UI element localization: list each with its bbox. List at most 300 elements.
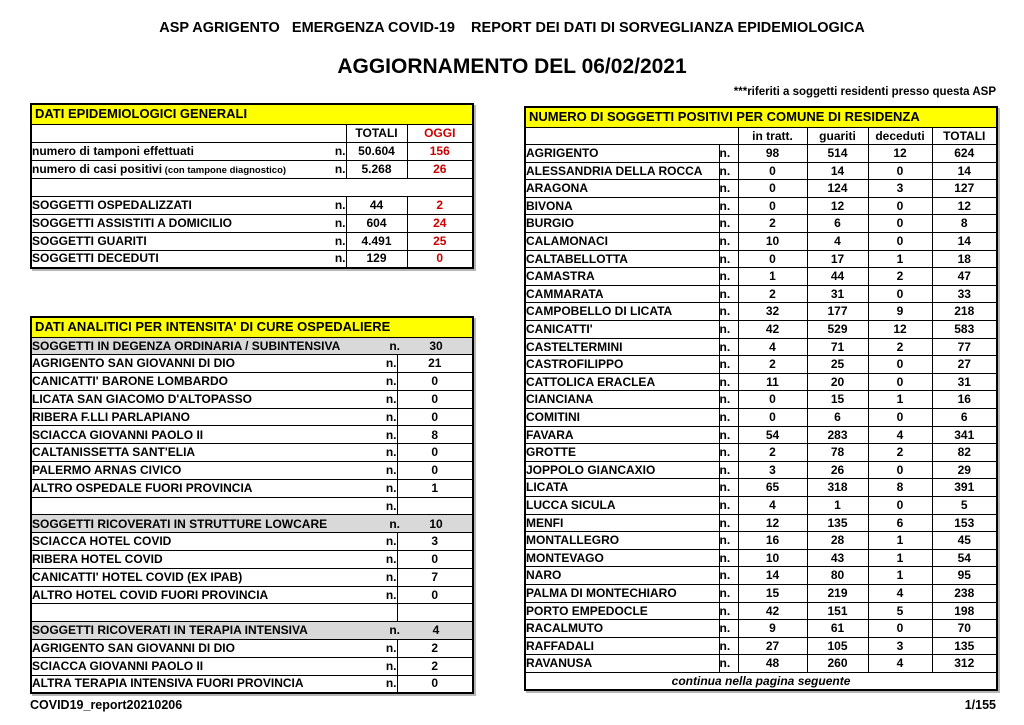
- page-number: 1/155: [964, 698, 996, 712]
- comune-name-cell: MENFI: [525, 514, 719, 532]
- row-label-cell: [31, 214, 346, 232]
- hospital-table-body: [31, 317, 473, 693]
- value-cell: 0: [397, 462, 473, 480]
- comune-row: [525, 303, 997, 321]
- row-label-cell: [31, 497, 397, 515]
- row-label-cell: [31, 657, 397, 675]
- comune-name-cell: MONTALLEGRO: [525, 532, 719, 550]
- in-tratt-value-cell: 4: [738, 496, 807, 514]
- totali-value-cell: 153: [932, 514, 997, 532]
- guariti-value-cell: 78: [807, 444, 868, 462]
- totali-value-cell: 135: [932, 637, 997, 655]
- comune-row: [525, 549, 997, 567]
- row-label: CANICATTI' BARONE LOMBARDO: [32, 374, 228, 389]
- subtotal-row: [31, 337, 473, 355]
- deceduti-value-cell: 2: [868, 268, 932, 286]
- comune-row: [525, 338, 997, 356]
- column-header-guariti: guariti: [807, 127, 868, 145]
- value-cell: 21: [397, 355, 473, 373]
- row-label: RIBERA F.LLI PARLAPIANO: [32, 409, 190, 424]
- in-tratt-value-cell: 0: [738, 409, 807, 427]
- n-abbrev: n.: [385, 463, 397, 478]
- deceduti-value-cell: 4: [868, 426, 932, 444]
- n-abbrev-cell: n.: [719, 549, 738, 567]
- guariti-value-cell: 105: [807, 637, 868, 655]
- general-data-row: [31, 196, 473, 214]
- n-abbrev-cell: n.: [719, 584, 738, 602]
- in-tratt-value-cell: 0: [738, 162, 807, 180]
- general-table-header-row: [31, 124, 473, 142]
- in-tratt-value-cell: 48: [738, 655, 807, 673]
- row-label: PALERMO ARNAS CIVICO: [32, 463, 182, 478]
- row-label: SOGGETTI ASSISTITI A DOMICILIO: [32, 215, 233, 230]
- row-label: CALTANISSETTA SANT'ELIA: [32, 445, 196, 460]
- value-cell: 0: [397, 675, 473, 693]
- in-tratt-value-cell: 16: [738, 532, 807, 550]
- deceduti-value-cell: 8: [868, 479, 932, 497]
- row-label-cell: [31, 586, 397, 604]
- deceduti-value-cell: 0: [868, 496, 932, 514]
- guariti-value-cell: 31: [807, 285, 868, 303]
- in-tratt-value-cell: 14: [738, 567, 807, 585]
- row-label: SCIACCA HOTEL COVID: [32, 534, 172, 549]
- oggi-value-cell: 24: [407, 214, 473, 232]
- deceduti-value-cell: 0: [868, 373, 932, 391]
- oggi-value-cell: 25: [407, 232, 473, 250]
- comune-name-cell: RAFFADALI: [525, 637, 719, 655]
- totali-value-cell: 5.268: [346, 160, 407, 178]
- totali-value-cell: 583: [932, 321, 997, 339]
- comune-name-cell: JOPPOLO GIANCAXIO: [525, 461, 719, 479]
- n-abbrev-cell: n.: [719, 426, 738, 444]
- general-data-row: [31, 160, 473, 178]
- row-label-cell: [31, 390, 397, 408]
- totali-value-cell: 82: [932, 444, 997, 462]
- totali-value-cell: 44: [346, 196, 407, 214]
- value-cell: 0: [397, 390, 473, 408]
- comune-row: [525, 496, 997, 514]
- row-label: ALTRO HOTEL COVID FUORI PROVINCIA: [32, 587, 269, 602]
- comune-name-cell: CIANCIANA: [525, 391, 719, 409]
- n-abbrev-cell: n.: [719, 250, 738, 268]
- row-label-cell: [31, 373, 397, 391]
- comune-name-cell: PALMA DI MONTECHIARO: [525, 584, 719, 602]
- guariti-value-cell: 177: [807, 303, 868, 321]
- comuni-header-empty-cell: [525, 127, 738, 145]
- comune-name-cell: LICATA: [525, 479, 719, 497]
- comuni-table-title: NUMERO DI SOGGETTI POSITIVI PER COMUNE DI RESIDENZA: [525, 107, 997, 127]
- row-label: RIBERA HOTEL COVID: [32, 552, 163, 567]
- in-tratt-value-cell: 11: [738, 373, 807, 391]
- n-abbrev-cell: n.: [719, 303, 738, 321]
- comune-name-cell: LUCCA SICULA: [525, 496, 719, 514]
- guariti-value-cell: 260: [807, 655, 868, 673]
- hospital-data-row: [31, 408, 473, 426]
- comune-name-cell: GROTTE: [525, 444, 719, 462]
- n-abbrev-cell: n.: [719, 321, 738, 339]
- n-abbrev: n.: [389, 338, 400, 353]
- in-tratt-value-cell: 10: [738, 233, 807, 251]
- hospital-data-row: [31, 479, 473, 497]
- n-abbrev: n.: [334, 251, 346, 266]
- in-tratt-value-cell: 65: [738, 479, 807, 497]
- deceduti-value-cell: 5: [868, 602, 932, 620]
- continua-note: continua nella pagina seguente: [525, 672, 997, 690]
- n-abbrev-cell: n.: [719, 620, 738, 638]
- comune-row: [525, 620, 997, 638]
- guariti-value-cell: 151: [807, 602, 868, 620]
- totali-value-cell: 238: [932, 584, 997, 602]
- totali-value-cell: 16: [932, 391, 997, 409]
- row-label-cell: [31, 142, 346, 160]
- value-cell: [397, 497, 473, 515]
- row-label: SOGGETTI DECEDUTI: [32, 251, 159, 266]
- row-label-cell: [31, 479, 397, 497]
- row-label-cell: [31, 355, 397, 373]
- subtotal-value: 10: [429, 516, 443, 531]
- row-label: numero di casi positivi: [32, 161, 163, 176]
- comune-name-cell: CALTABELLOTTA: [525, 250, 719, 268]
- comune-row: [525, 426, 997, 444]
- subtotal-row: [31, 622, 473, 640]
- row-label: SCIACCA GIOVANNI PAOLO II: [32, 658, 204, 673]
- oggi-value-cell: 156: [407, 142, 473, 160]
- n-abbrev-cell: n.: [719, 162, 738, 180]
- deceduti-value-cell: 6: [868, 514, 932, 532]
- deceduti-value-cell: 0: [868, 356, 932, 374]
- n-abbrev: n.: [385, 569, 397, 584]
- n-abbrev: n.: [385, 552, 397, 567]
- comune-row: [525, 514, 997, 532]
- comune-name-cell: CASTROFILIPPO: [525, 356, 719, 374]
- column-header-in-tratt: in tratt.: [738, 127, 807, 145]
- n-abbrev: n.: [385, 587, 397, 602]
- guariti-value-cell: 219: [807, 584, 868, 602]
- totali-value-cell: 12: [932, 197, 997, 215]
- in-tratt-value-cell: 54: [738, 426, 807, 444]
- guariti-value-cell: 71: [807, 338, 868, 356]
- totali-value-cell: 14: [932, 233, 997, 251]
- column-header-totali: TOTALI: [932, 127, 997, 145]
- in-tratt-value-cell: 2: [738, 285, 807, 303]
- deceduti-value-cell: 1: [868, 549, 932, 567]
- row-label: ALTRA TERAPIA INTENSIVA FUORI PROVINCIA: [32, 676, 304, 691]
- in-tratt-value-cell: 2: [738, 444, 807, 462]
- deceduti-value-cell: 9: [868, 303, 932, 321]
- n-abbrev-cell: n.: [719, 461, 738, 479]
- in-tratt-value-cell: 1: [738, 268, 807, 286]
- hospital-data-row: [31, 426, 473, 444]
- totali-value-cell: 198: [932, 602, 997, 620]
- comune-row: [525, 285, 997, 303]
- row-label-cell: [31, 426, 397, 444]
- oggi-value-cell: 2: [407, 196, 473, 214]
- comune-row: [525, 391, 997, 409]
- row-label-cell: [31, 462, 397, 480]
- guariti-value-cell: 4: [807, 233, 868, 251]
- value-cell: 0: [397, 551, 473, 569]
- deceduti-value-cell: 0: [868, 162, 932, 180]
- value-cell: [397, 604, 473, 622]
- comuni-positives-table: [524, 106, 998, 691]
- totali-value-cell: 129: [346, 250, 407, 268]
- totali-value-cell: 341: [932, 426, 997, 444]
- hospital-data-row: [31, 462, 473, 480]
- n-abbrev: n.: [385, 409, 397, 424]
- guariti-value-cell: 44: [807, 268, 868, 286]
- totali-value-cell: 95: [932, 567, 997, 585]
- in-tratt-value-cell: 3: [738, 461, 807, 479]
- value-cell: 1: [397, 479, 473, 497]
- guariti-value-cell: 12: [807, 197, 868, 215]
- hospital-data-row: [31, 551, 473, 569]
- in-tratt-value-cell: 2: [738, 215, 807, 233]
- comune-row: [525, 180, 997, 198]
- deceduti-value-cell: 2: [868, 338, 932, 356]
- in-tratt-value-cell: 10: [738, 549, 807, 567]
- value-cell: 8: [397, 426, 473, 444]
- row-label-cell: [31, 232, 346, 250]
- in-tratt-value-cell: 9: [738, 620, 807, 638]
- n-abbrev: n.: [334, 161, 346, 176]
- guariti-value-cell: 1: [807, 496, 868, 514]
- hospital-data-row: [31, 390, 473, 408]
- n-abbrev: n.: [385, 427, 397, 442]
- in-tratt-value-cell: 4: [738, 338, 807, 356]
- comune-row: [525, 215, 997, 233]
- totali-value-cell: 604: [346, 214, 407, 232]
- comune-name-cell: CATTOLICA ERACLEA: [525, 373, 719, 391]
- comune-name-cell: AGRIGENTO: [525, 145, 719, 163]
- comune-name-cell: CAMPOBELLO DI LICATA: [525, 303, 719, 321]
- in-tratt-value-cell: 12: [738, 514, 807, 532]
- in-tratt-value-cell: 32: [738, 303, 807, 321]
- general-data-row: [31, 250, 473, 268]
- deceduti-value-cell: 1: [868, 532, 932, 550]
- comune-name-cell: CASTELTERMINI: [525, 338, 719, 356]
- n-abbrev-cell: n.: [719, 496, 738, 514]
- comuni-table-header-row: [525, 127, 997, 145]
- hospital-data-row: [31, 568, 473, 586]
- comune-row: [525, 444, 997, 462]
- deceduti-value-cell: 0: [868, 215, 932, 233]
- comune-row: [525, 409, 997, 427]
- oggi-column-header: OGGI: [407, 124, 473, 142]
- general-table-body: [31, 104, 473, 268]
- totali-value-cell: 6: [932, 409, 997, 427]
- comune-row: [525, 602, 997, 620]
- comune-row: [525, 233, 997, 251]
- deceduti-value-cell: 0: [868, 461, 932, 479]
- deceduti-value-cell: 12: [868, 145, 932, 163]
- comune-name-cell: MONTEVAGO: [525, 549, 719, 567]
- subtotal-label: SOGGETTI IN DEGENZA ORDINARIA / SUBINTENSIVA: [32, 338, 341, 353]
- totali-value-cell: 70: [932, 620, 997, 638]
- comune-name-cell: CALAMONACI: [525, 233, 719, 251]
- guariti-value-cell: 14: [807, 162, 868, 180]
- row-label: SOGGETTI OSPEDALIZZATI: [32, 197, 192, 212]
- n-abbrev: n.: [385, 374, 397, 389]
- row-label-cell: [31, 604, 397, 622]
- comune-name-cell: RACALMUTO: [525, 620, 719, 638]
- guariti-value-cell: 26: [807, 461, 868, 479]
- row-label: CANICATTI' HOTEL COVID (EX IPAB): [32, 569, 243, 584]
- comune-row: [525, 145, 997, 163]
- n-abbrev-cell: n.: [719, 285, 738, 303]
- row-label: SCIACCA GIOVANNI PAOLO II: [32, 427, 204, 442]
- deceduti-value-cell: 3: [868, 180, 932, 198]
- comune-row: [525, 321, 997, 339]
- blank-row: [31, 178, 473, 196]
- guariti-value-cell: 28: [807, 532, 868, 550]
- n-abbrev-cell: n.: [719, 180, 738, 198]
- n-abbrev-cell: n.: [719, 532, 738, 550]
- blank-cell: [31, 178, 473, 196]
- totali-value-cell: 31: [932, 373, 997, 391]
- n-abbrev: n.: [385, 641, 397, 656]
- row-label-cell: [31, 160, 346, 178]
- in-tratt-value-cell: 0: [738, 391, 807, 409]
- comune-row: [525, 197, 997, 215]
- n-abbrev: n.: [389, 623, 400, 638]
- general-table-title-row: [31, 104, 473, 124]
- general-data-table: [30, 103, 474, 269]
- totali-value-cell: 127: [932, 180, 997, 198]
- n-abbrev-cell: n.: [719, 373, 738, 391]
- in-tratt-value-cell: 15: [738, 584, 807, 602]
- report-filename: COVID19_report20210206: [30, 698, 183, 712]
- comune-row: [525, 655, 997, 673]
- n-abbrev-cell: n.: [719, 356, 738, 374]
- hospital-care-table: [30, 316, 474, 694]
- comuni-table-title-row: [525, 107, 997, 127]
- totali-value-cell: 29: [932, 461, 997, 479]
- deceduti-value-cell: 2: [868, 444, 932, 462]
- comune-name-cell: NARO: [525, 567, 719, 585]
- n-abbrev: n.: [334, 233, 346, 248]
- n-abbrev-cell: n.: [719, 268, 738, 286]
- oggi-value-cell: 26: [407, 160, 473, 178]
- totali-value-cell: 50.604: [346, 142, 407, 160]
- in-tratt-value-cell: 42: [738, 602, 807, 620]
- totali-column-header: TOTALI: [346, 124, 407, 142]
- row-label-cell: [31, 250, 346, 268]
- subtotal-label: SOGGETTI RICOVERATI IN TERAPIA INTENSIVA: [32, 623, 308, 638]
- general-table-title: DATI EPIDEMIOLOGICI GENERALI: [31, 104, 473, 124]
- value-cell: 2: [397, 657, 473, 675]
- totali-value-cell: 312: [932, 655, 997, 673]
- value-cell: 0: [397, 444, 473, 462]
- n-abbrev-cell: n.: [719, 145, 738, 163]
- general-header-empty-cell: [31, 124, 346, 142]
- document-title: ASP AGRIGENTO EMERGENZA COVID-19 REPORT DEI DATI DI SORVEGLIANZA EPIDEMIOLOGICA: [159, 20, 865, 36]
- hospital-data-row: [31, 533, 473, 551]
- n-abbrev: n.: [385, 498, 397, 513]
- row-label-cell: [31, 444, 397, 462]
- totali-value-cell: 54: [932, 549, 997, 567]
- value-cell: 0: [397, 408, 473, 426]
- n-abbrev: n.: [385, 391, 397, 406]
- n-abbrev-cell: n.: [719, 567, 738, 585]
- n-abbrev: n.: [334, 143, 346, 158]
- guariti-value-cell: 6: [807, 409, 868, 427]
- n-abbrev-cell: n.: [719, 409, 738, 427]
- hospital-data-row: [31, 675, 473, 693]
- guariti-value-cell: 15: [807, 391, 868, 409]
- comune-row: [525, 250, 997, 268]
- n-abbrev: n.: [389, 516, 400, 531]
- totali-value-cell: 4.491: [346, 232, 407, 250]
- hospital-data-row: [31, 640, 473, 658]
- hospital-table-title-row: [31, 317, 473, 337]
- blank-row: [31, 497, 473, 515]
- row-label-cell: [31, 551, 397, 569]
- n-abbrev-cell: n.: [719, 479, 738, 497]
- n-abbrev-cell: n.: [719, 391, 738, 409]
- comune-row: [525, 567, 997, 585]
- value-cell: 2: [397, 640, 473, 658]
- totali-value-cell: 624: [932, 145, 997, 163]
- guariti-value-cell: 124: [807, 180, 868, 198]
- deceduti-value-cell: 0: [868, 197, 932, 215]
- comune-name-cell: BURGIO: [525, 215, 719, 233]
- comune-name-cell: CAMMARATA: [525, 285, 719, 303]
- guariti-value-cell: 318: [807, 479, 868, 497]
- totali-value-cell: 391: [932, 479, 997, 497]
- comuni-table-body: [525, 107, 997, 690]
- totali-value-cell: 47: [932, 268, 997, 286]
- in-tratt-value-cell: 98: [738, 145, 807, 163]
- guariti-value-cell: 25: [807, 356, 868, 374]
- comune-name-cell: BIVONA: [525, 197, 719, 215]
- subtotal-cell: [31, 515, 473, 533]
- totali-value-cell: 18: [932, 250, 997, 268]
- subtotal-cell: [31, 622, 473, 640]
- subtotal-cell: [31, 337, 473, 355]
- n-abbrev-cell: n.: [719, 444, 738, 462]
- totali-value-cell: 5: [932, 496, 997, 514]
- guariti-value-cell: 80: [807, 567, 868, 585]
- hospital-table-title: DATI ANALITICI PER INTENSITA' DI CURE OSPEDALIERE: [31, 317, 473, 337]
- subtotal-value: 30: [429, 338, 443, 353]
- column-header-deceduti: deceduti: [868, 127, 932, 145]
- value-cell: 7: [397, 568, 473, 586]
- in-tratt-value-cell: 42: [738, 321, 807, 339]
- comune-row: [525, 532, 997, 550]
- deceduti-value-cell: 0: [868, 285, 932, 303]
- row-label-cell: [31, 533, 397, 551]
- hospital-data-row: [31, 586, 473, 604]
- subtotal-content: [32, 518, 472, 531]
- general-data-row: [31, 142, 473, 160]
- n-abbrev-cell: n.: [719, 338, 738, 356]
- n-abbrev: n.: [385, 676, 397, 691]
- guariti-value-cell: 17: [807, 250, 868, 268]
- hospital-data-row: [31, 355, 473, 373]
- n-abbrev: n.: [334, 197, 346, 212]
- deceduti-value-cell: 1: [868, 391, 932, 409]
- totali-value-cell: 218: [932, 303, 997, 321]
- n-abbrev: n.: [385, 480, 397, 495]
- comune-name-cell: ARAGONA: [525, 180, 719, 198]
- totali-value-cell: 33: [932, 285, 997, 303]
- row-label-cell: [31, 196, 346, 214]
- row-label: LICATA SAN GIACOMO D'ALTOPASSO: [32, 391, 252, 406]
- deceduti-value-cell: 0: [868, 409, 932, 427]
- comune-row: [525, 584, 997, 602]
- hospital-data-row: [31, 373, 473, 391]
- deceduti-value-cell: 4: [868, 584, 932, 602]
